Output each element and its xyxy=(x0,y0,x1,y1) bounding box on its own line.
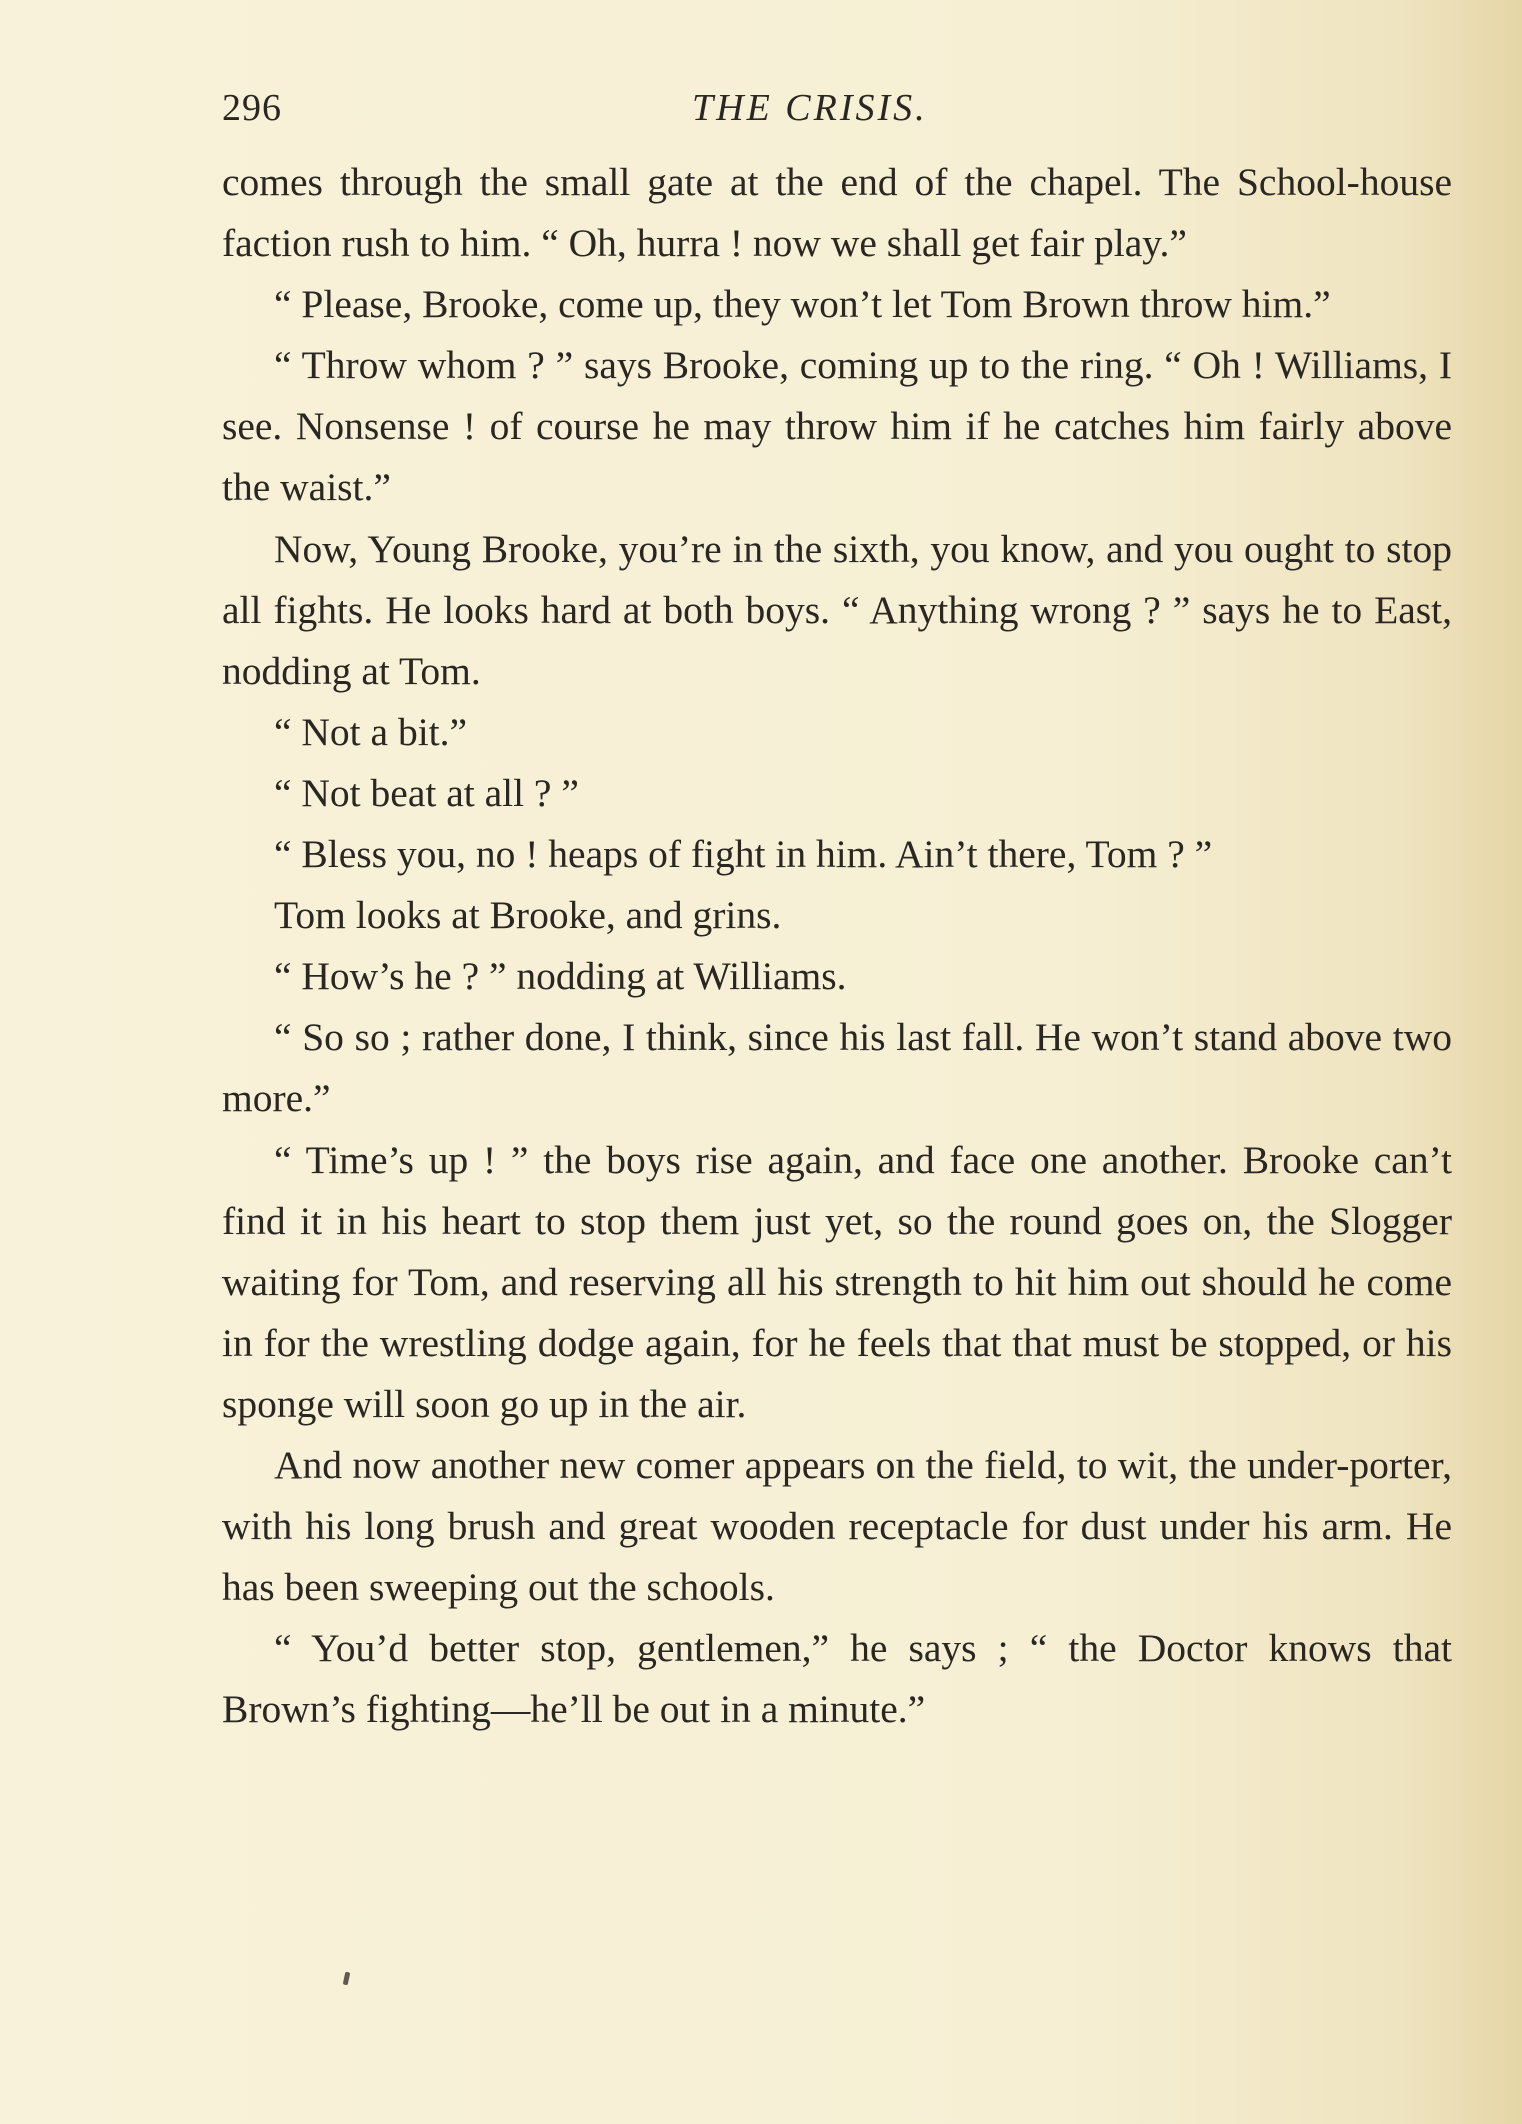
paragraph: “ Please, Brooke, come up, they won’t let Tom Brown throw him.” xyxy=(274,282,1331,327)
paragraph: “ So so ; rather done, I think, since his last fall. He won’t stand above two more.” xyxy=(222,1015,1452,1121)
paragraph: comes through the small gate at the end of the chapel. The School-house faction rush to him. “ Oh, hurra ! now we shall get fair play.” xyxy=(222,160,1452,266)
body-text xyxy=(222,152,1452,1740)
paragraph: “ Not beat at all ? ” xyxy=(274,770,579,815)
paragraph: Tom looks at Brooke, and grins. xyxy=(274,893,782,938)
paragraph: “ Bless you, no ! heaps of fight in him. Ain’t there, Tom ? ” xyxy=(274,832,1213,877)
paragraph: “ Not a bit.” xyxy=(274,709,468,754)
page-number: 296 xyxy=(222,87,282,129)
paragraph: Now, Young Brooke, you’re in the sixth, you know, and you ought to stop all fights. He looks hard at both boys. “ Anything wrong ? ” says he to East, nodding at Tom. xyxy=(222,526,1452,693)
paragraph: And now another new comer appears on the field, to wit, the under-porter, with his long brush and great wooden receptacle for dust under his arm. He has been sweeping out the schools. xyxy=(222,1442,1452,1610)
paragraph: “ Time’s up ! ” the boys rise again, and face one another. Brooke can’t find it in his heart to stop them just yet, so the round goes on, the Slogger waiting for Tom, and reserving all his strength to hit him out should he come in for the wrestling dodge again, for he feels that that must be stopped, or his sponge will soon go up in the air. xyxy=(222,1137,1452,1426)
paragraph: “ You’d better stop, gentlemen,” he says ; “ the Doctor knows that Brown’s fighting—he’ll be out in a minute.” xyxy=(222,1626,1452,1732)
paragraph: “ How’s he ? ” nodding at Williams. xyxy=(274,954,847,999)
running-title: THE CRISIS. xyxy=(692,87,928,129)
running-head xyxy=(222,86,1452,136)
paragraph: “ Throw whom ? ” says Brooke, coming up to the ring. “ Oh ! Williams, I see. Nonsense ! of course he may throw him if he catches him fairly above the waist.” xyxy=(222,343,1452,510)
ink-speck xyxy=(343,1972,351,1986)
